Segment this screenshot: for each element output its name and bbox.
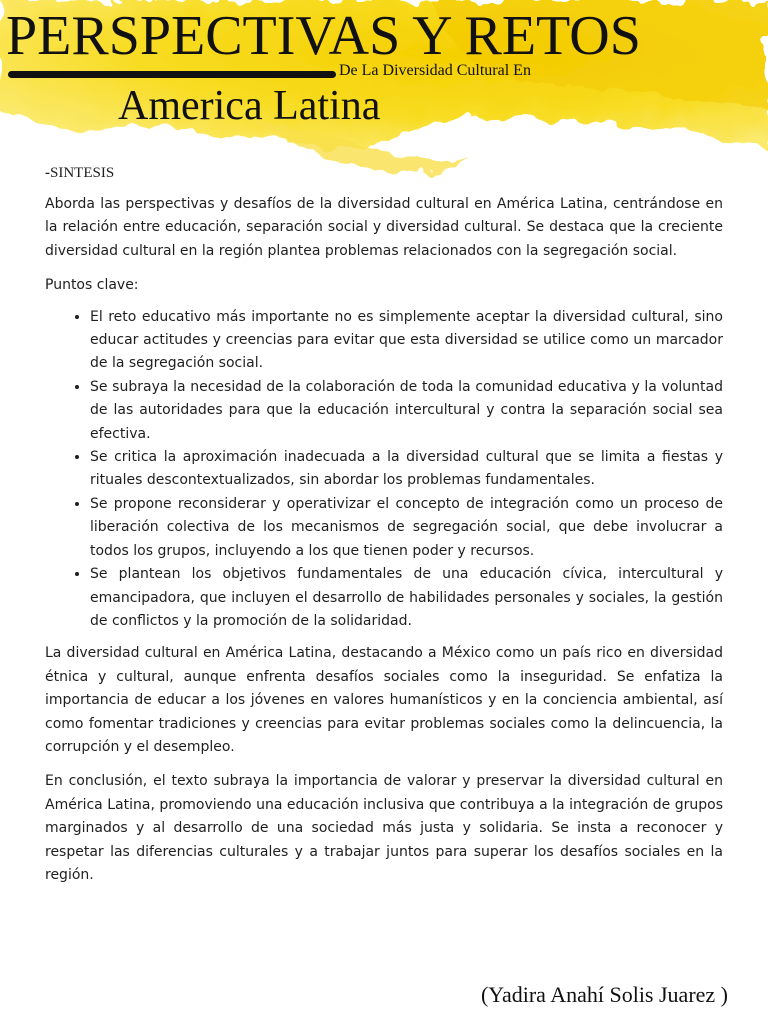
list-item: • Se subraya la necesidad de la colaboración de toda la comunidad educativa y la voluntad de las autoridades para que la educación intercultural y contra la separación social sea efectiva. <box>90 376 723 446</box>
mexico-paragraph: La diversidad cultural en América Latina, destacando a México como un país rico en diversidad étnica y cultural, aunque enfrenta desafíos sociales como la inseguridad. Se enfatiza la importancia de educar a los jóvenes en valores humanísticos y en la conciencia ambiental, así como fomentar tradiciones y creencias para evitar problemas sociales como la delincuencia, la corrupción y el desempleo. <box>45 645 723 755</box>
document-subtitle: De La Diversidad Cultural En <box>339 62 531 79</box>
document-title: PERSPECTIVAS Y RETOS <box>6 5 641 67</box>
body-text <box>45 162 723 898</box>
section-heading <box>45 162 723 184</box>
list-item: • Se critica la aproximación inadecuada a la diversidad cultural que se limita a fiestas y rituales descontextualizados, sin abordar los problemas fundamentales. <box>90 446 723 493</box>
key-points-list <box>45 306 723 634</box>
heading-dash: - <box>45 165 50 181</box>
heading-label: SINTESIS <box>50 165 115 181</box>
list-item: • El reto educativo más importante no es simplemente aceptar la diversidad cultural, sino educar actitudes y creencias para evitar que esta diversidad se utilice como un marcador de la segregación social. <box>90 306 723 376</box>
list-item: • Se plantean los objetivos fundamentales de una educación cívica, intercultural y emancipadora, que incluyen el desarrollo de habilidades personales y sociales, la gestión de conflictos y la promoción de la solidaridad. <box>90 563 723 633</box>
key-points-label: Puntos clave: <box>45 277 139 294</box>
author-signature: (Yadira Anahí Solis Juarez ) <box>480 982 728 1007</box>
document-region-title: America Latina <box>118 83 381 129</box>
intro-paragraph: Aborda las perspectivas y desafíos de la diversidad cultural en América Latina, centrándose en la relación entre educación, separación social y diversidad cultural. Se destaca que la creciente diversidad cultural en la región plantea problemas relacionados con la segregación social. <box>45 196 723 259</box>
title-underline-bar <box>8 71 336 78</box>
list-item: • Se propone reconsiderar y operativizar el concepto de integración como un proceso de liberación colectiva de los mecanismos de segregación social, que debe involucrar a todos los grupos, incluyendo a los que tienen poder y recursos. <box>90 493 723 563</box>
conclusion-paragraph: En conclusión, el texto subraya la importancia de valorar y preservar la diversidad cultural en América Latina, promoviendo una educación inclusiva que contribuya a la integración de grupos marginados y al desarrollo de una sociedad más justa y solidaria. Se insta a reconocer y respetar las diferencias culturales y a trabajar juntos para superar los desafíos sociales en la región. <box>45 773 723 883</box>
